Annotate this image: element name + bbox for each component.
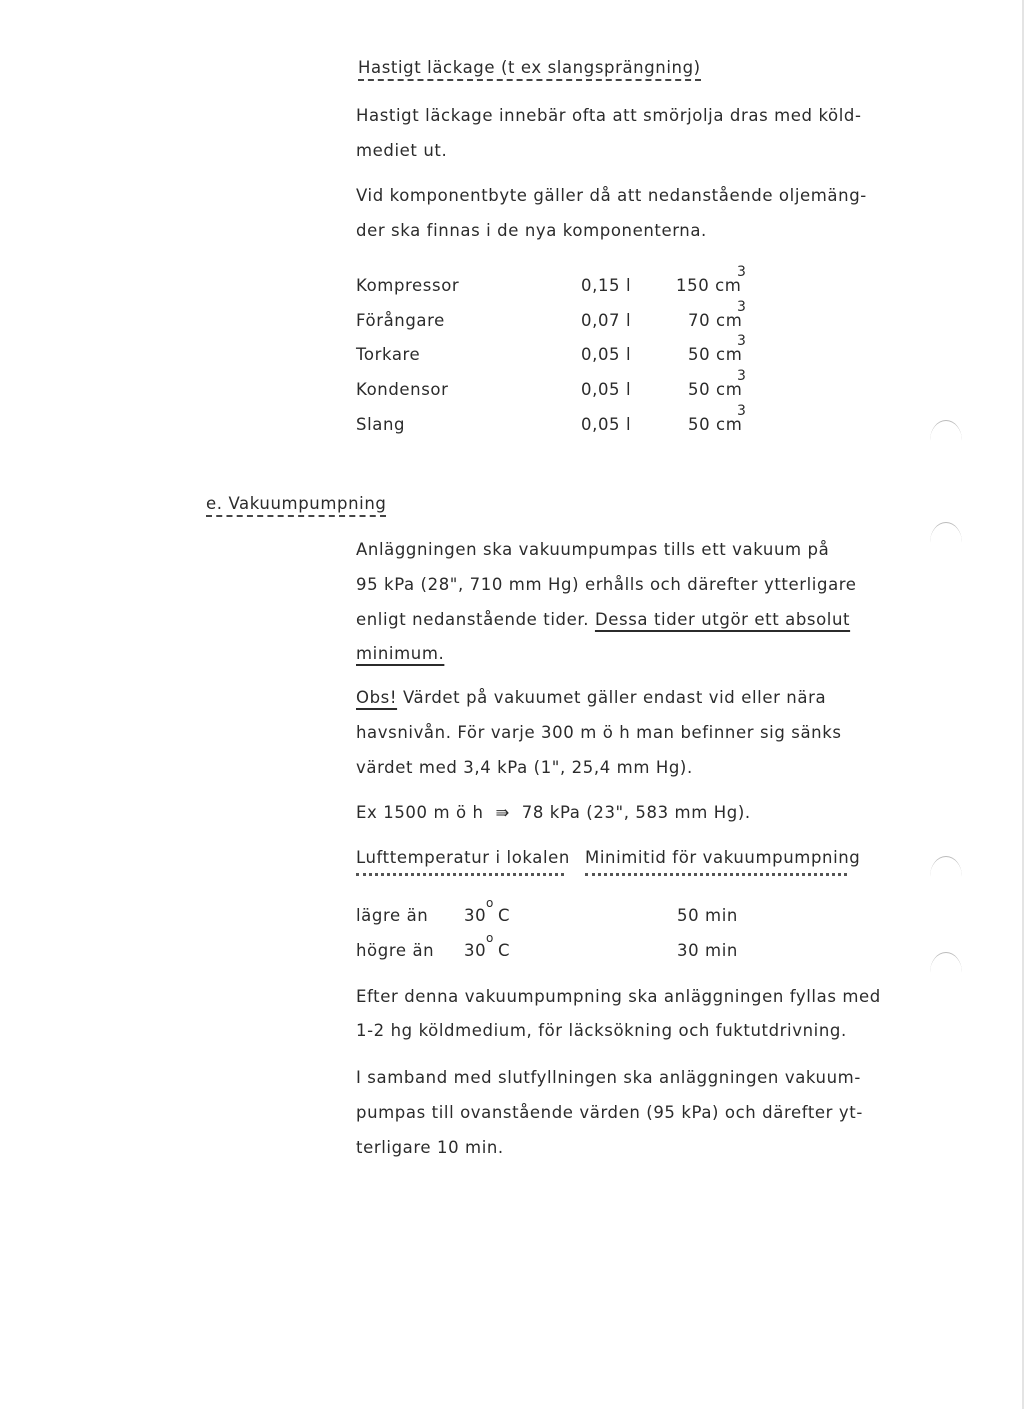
underlined-emphasis: minimum. bbox=[356, 644, 445, 663]
row-time: 30 min bbox=[677, 941, 738, 960]
table-cell-volume: 150 cm bbox=[676, 276, 742, 295]
obs-label: Obs! bbox=[356, 688, 398, 707]
table-cell-litres: 0,05 l bbox=[581, 345, 632, 364]
paragraph-line: der ska finnas i de nya komponenterna. bbox=[356, 221, 707, 240]
section-heading-vacuum: e. Vakuumpumpning bbox=[206, 494, 386, 517]
paragraph-line: I samband med slutfyllningen ska anläggningen vakuum- bbox=[356, 1068, 861, 1087]
paragraph-line: mediet ut. bbox=[356, 141, 448, 160]
obs-note-line bbox=[356, 688, 826, 708]
table-cell-litres: 0,15 l bbox=[581, 276, 632, 295]
table-cell-litres: 0,05 l bbox=[581, 415, 632, 434]
row-temperature: 30 bbox=[464, 906, 487, 925]
paragraph-line: terligare 10 min. bbox=[356, 1138, 504, 1157]
dotted-rule bbox=[585, 873, 847, 876]
row-unit: C bbox=[498, 941, 511, 960]
exponent: 3 bbox=[737, 299, 746, 315]
example-line bbox=[356, 803, 751, 823]
paragraph-line: 1-2 hg köldmedium, för läcksökning och fuktutdrivning. bbox=[356, 1021, 847, 1040]
row-condition: högre än bbox=[356, 941, 435, 960]
exponent: 3 bbox=[737, 403, 746, 419]
paragraph-line: Anläggningen ska vakuumpumpas tills ett vakuum på bbox=[356, 540, 830, 559]
paragraph-line: Vid komponentbyte gäller då att nedanstående oljemäng- bbox=[356, 186, 867, 205]
table-cell-component: Kondensor bbox=[356, 380, 449, 399]
exponent: 3 bbox=[737, 333, 746, 349]
exponent: 3 bbox=[737, 264, 746, 280]
time-table-header-temperature: Lufttemperatur i lokalen bbox=[356, 848, 570, 867]
row-condition: lägre än bbox=[356, 906, 429, 925]
table-cell-litres: 0,05 l bbox=[581, 380, 632, 399]
row-time: 50 min bbox=[677, 906, 738, 925]
table-cell-volume: 70 cm bbox=[688, 311, 743, 330]
degree-symbol: o bbox=[486, 931, 494, 945]
paragraph-line bbox=[356, 610, 850, 630]
table-cell-component: Kompressor bbox=[356, 276, 460, 295]
paragraph-text: enligt nedanstående tider. bbox=[356, 610, 590, 629]
time-table-header-min-time: Minimitid för vakuumpumpning bbox=[585, 848, 861, 867]
degree-symbol: o bbox=[486, 896, 494, 910]
example-result: 78 kPa (23", 583 mm Hg). bbox=[521, 803, 751, 822]
paragraph-line: havsnivån. För varje 300 m ö h man befinner sig sänks bbox=[356, 723, 842, 742]
table-cell-volume: 50 cm bbox=[688, 380, 743, 399]
punch-hole-mark bbox=[930, 522, 962, 563]
arrow-icon: ⇛ bbox=[495, 803, 510, 822]
paragraph-line: 95 kPa (28", 710 mm Hg) erhålls och därefter ytterligare bbox=[356, 575, 857, 594]
exponent: 3 bbox=[737, 368, 746, 384]
punch-hole-mark bbox=[930, 952, 962, 993]
example-text: Ex 1500 m ö h bbox=[356, 803, 484, 822]
punch-hole-mark bbox=[930, 420, 962, 461]
obs-text: Värdet på vakuumet gäller endast vid eller nära bbox=[402, 688, 827, 707]
table-cell-litres: 0,07 l bbox=[581, 311, 632, 330]
table-cell-component: Torkare bbox=[356, 345, 421, 364]
paragraph-line: Hastigt läckage innebär ofta att smörjolja dras med köld- bbox=[356, 106, 862, 125]
table-cell-volume: 50 cm bbox=[688, 415, 743, 434]
dotted-rule bbox=[356, 873, 564, 876]
table-cell-component: Slang bbox=[356, 415, 406, 434]
paragraph-line: värdet med 3,4 kPa (1", 25,4 mm Hg). bbox=[356, 758, 693, 777]
row-temperature: 30 bbox=[464, 941, 487, 960]
table-cell-volume: 50 cm bbox=[688, 345, 743, 364]
section-heading-leak: Hastigt läckage (t ex slangsprängning) bbox=[358, 58, 701, 81]
table-cell-component: Förångare bbox=[356, 311, 445, 330]
paragraph-line: Efter denna vakuumpumpning ska anläggningen fyllas med bbox=[356, 987, 881, 1006]
paragraph-line: pumpas till ovanstående värden (95 kPa) och därefter yt- bbox=[356, 1103, 863, 1122]
punch-hole-mark bbox=[930, 856, 962, 897]
underlined-emphasis: Dessa tider utgör ett absolut bbox=[594, 610, 851, 629]
row-unit: C bbox=[498, 906, 511, 925]
